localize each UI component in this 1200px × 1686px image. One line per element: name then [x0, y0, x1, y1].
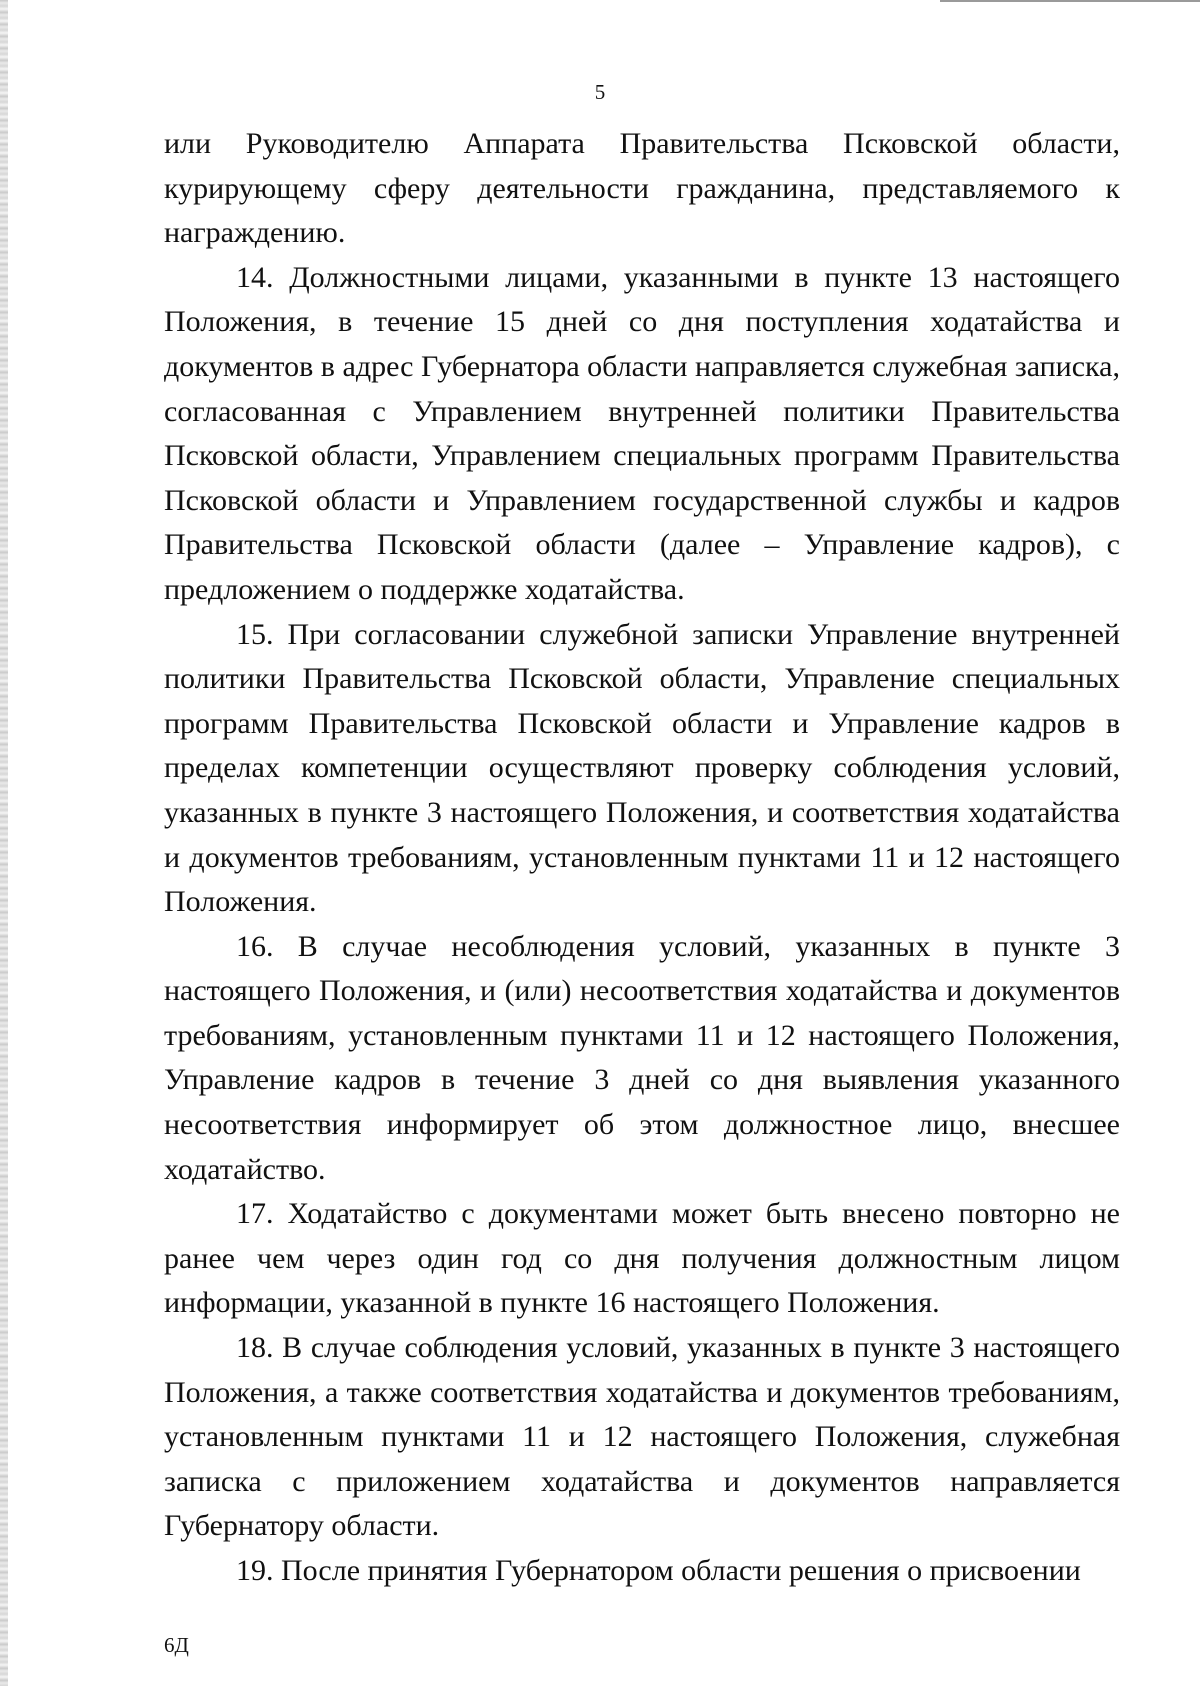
paragraph-17: 17. Ходатайство с документами может быть внесено повторно не ранее чем через один год со дня получения должностным лицом информации, указанной в пункте 16 настоящего Положения.: [164, 1197, 1120, 1320]
paragraph-19: 19. После принятия Губернатором области решения о присвоении: [236, 1554, 1081, 1587]
top-rule: [940, 0, 1200, 2]
paragraph-15: 15. При согласовании служебной записки Управление внутренней политики Правительства Псковской области, Управление специальных программ Правительства Псковской области и Управление кадров в пределах компетенции осуществляют проверку соблюдения условий, указанных в пункте 3 настоящего Положения, и соответствия ходатайства и документов требованиям, установленным пунктами 11 и 12 настоящего Положения.: [164, 617, 1120, 919]
paragraph-18: 18. В случае соблюдения условий, указанных в пункте 3 настоящего Положения, а также соответствия ходатайства и документов требованиям, установленным пунктами 11 и 12 настоящего Положения, служебная записка с приложением ходатайства и документов направляется Губернатору области.: [164, 1331, 1120, 1543]
page-number: 5: [594, 80, 606, 104]
footer-code: 6Д: [164, 1633, 189, 1657]
scan-edge-artifact: [0, 0, 8, 1686]
document-body: [164, 122, 1120, 1594]
paragraph-14: 14. Должностными лицами, указанными в пункте 13 настоящего Положения, в течение 15 дней со дня поступления ходатайства и документов в адрес Губернатора области направляется служебная записка, согласованная с Управлением внутренней политики Правительства Псковской области, Управлением специальных программ Правительства Псковской области и Управлением государственной службы и кадров Правительства Псковской области (далее – Управление кадров), с предложением о поддержке ходатайства.: [164, 260, 1120, 606]
paragraph-16: 16. В случае несоблюдения условий, указанных в пункте 3 настоящего Положения, и (или) несоответствия ходатайства и документов требованиям, установленным пунктами 11 и 12 настоящего Положения, Управление кадров в течение 3 дней со дня выявления указанного несоответствия информирует об этом должностное лицо, внесшее ходатайство.: [164, 929, 1120, 1186]
paragraph-continuation: или Руководителю Аппарата Правительства Псковской области, курирующему сферу деятельности гражданина, представляемого к награждению.: [164, 127, 1120, 250]
